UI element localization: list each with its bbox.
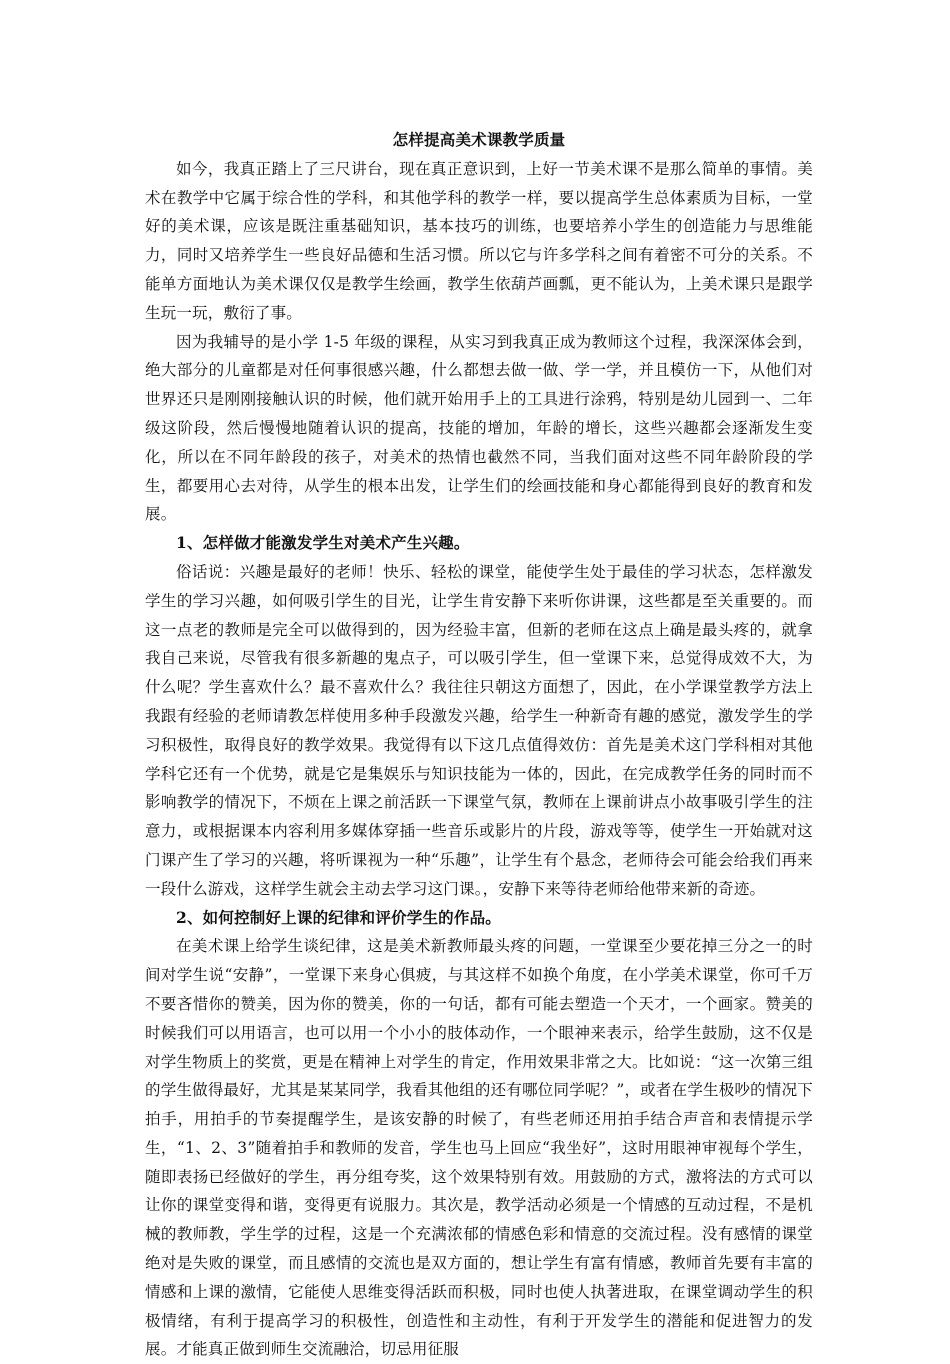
section-heading-1: 1、怎样做才能激发学生对美术产生兴趣。 xyxy=(176,533,470,553)
section-heading-2: 2、如何控制好上课的纪律和评价学生的作品。 xyxy=(176,907,501,927)
intro-paragraph-2: 因为我辅导的是小学 1-5 年级的课程，从实习到我真正成为教师这个过程，我深深体会到，绝大部分的儿童都是对任何事很感兴趣，什么都想去做一做、学一学，并且模仿一下，从他们对世界还只是刚刚接触认识的时候，他们就开始用手上的工具进行涂鸦，特别是幼儿园到一、二年级这阶段，然后慢慢地随着认识的提高，技能的增加，年龄的增长，这些兴趣都会逐渐发生变化，所以在不同年龄段的孩子，对美术的热情也截然不同，当我们面对这些不同年龄阶段的学生，都要用心去对待，从学生的根本出发，让学生们的绘画技能和身心都能得到良好的教育和发展。 xyxy=(145,332,813,524)
section-2-paragraph: 在美术课上给学生谈纪律，这是美术新教师最头疼的问题，一堂课至少要花掉三分之一的时间对学生说“安静”，一堂课下来身心俱疲，与其这样不如换个角度，在小学美术课堂，你可千万不要吝惜你的赞美，因为你的赞美，你的一句话，都有可能去塑造一个天才，一个画家。赞美的时候我们可以用语言，也可以用一个小小的肢体动作，一个眼神来表示，给学生鼓励，这不仅是对学生物质上的奖赏，更是在精神上对学生的肯定，作用效果非常之大。比如说：“这一次第三组的学生做得最好，尤其是某某同学，我看其他组的还有哪位同学呢？”，或者在学生极吵的情况下拍手，用拍手的节奏提醒学生，是该安静的时候了，有些老师还用拍手结合声音和表情提示学生，“1、2、3”随着拍手和教师的发音，学生也马上回应“我坐好”，这时用眼神审视每个学生，随即表扬已经做好的学生，再分组夸奖，这个效果特别有效。用鼓励的方式，激将法的方式可以让你的课堂变得和谐，变得更有说服力。其次是，教学活动必须是一个情感的互动过程，不是机械的教师教，学生学的过程，这是一个充满浓郁的情感色彩和情意的交流过程。没有感情的课堂绝对是失败的课堂，而且感情的交流也是双方面的，想让学生有富有情感，教师首先要有丰富的情感和上课的激情，它能使人思维变得活跃而积极，同时也使人执著进取，在课堂调动学生的积极情绪，有利于提高学习的积极性，创造性和主动性，有利于开发学生的潜能和促进智力的发展。才能真正做到师生交流融洽，切忌用征服 xyxy=(145,937,813,1359)
section-1-paragraph: 俗话说：兴趣是最好的老师！快乐、轻松的课堂，能使学生处于最佳的学习状态，怎样激发学生的学习兴趣，如何吸引学生的目光，让学生肯安静下来听你讲课，这些都是至关重要的。而这一点老的教师是完全可以做得到的，因为经验丰富，但新的老师在这点上确是最头疼的，就拿我自己来说，尽管我有很多新趣的鬼点子，可以吸引学生，但一堂课下来，总觉得成效不大，为什么呢？学生喜欢什么？最不喜欢什么？我往往只朝这方面想了，因此，在小学课堂教学方法上我跟有经验的老师请教怎样使用多种手段激发兴趣，给学生一种新奇有趣的感觉，激发学生的学习积极性，取得良好的教学效果。我觉得有以下这几点值得效仿：首先是美术这门学科相对其他学科它还有一个优势，就是它是集娱乐与知识技能为一体的，因此，在完成教学任务的同时而不影响教学的情况下，不烦在上课之前活跃一下课堂气氛，教师在上课前讲点小故事吸引学生的注意力，或根据课本内容利用多媒体穿插一些音乐或影片的片段，游戏等等，使学生一开始就对这门课产生了学习的兴趣，将听课视为一种“乐趣”，让学生有个悬念，老师待会可能会给我们再来一段什么游戏，这样学生就会主动去学习这门课。，安静下来等待老师给他带来新的奇迹。 xyxy=(145,562,813,898)
intro-paragraph-1: 如今，我真正踏上了三尺讲台，现在真正意识到，上好一节美术课不是那么简单的事情。美术在教学中它属于综合性的学科，和其他学科的教学一样，要以提高学生总体素质为目标，一堂好的美术课，应该是既注重基础知识，基本技巧的训练，也要培养小学生的创造能力与思维能力，同时又培养学生一些良好品德和生活习惯。所以它与许多学科之间有着密不可分的关系。不能单方面地认为美术课仅仅是教学生绘画，教学生依葫芦画瓢，更不能认为，上美术课只是跟学生玩一玩，敷衍了事。 xyxy=(145,159,813,322)
document-title: 怎样提高美术课教学质量 xyxy=(392,130,566,149)
document-page xyxy=(145,126,813,1364)
